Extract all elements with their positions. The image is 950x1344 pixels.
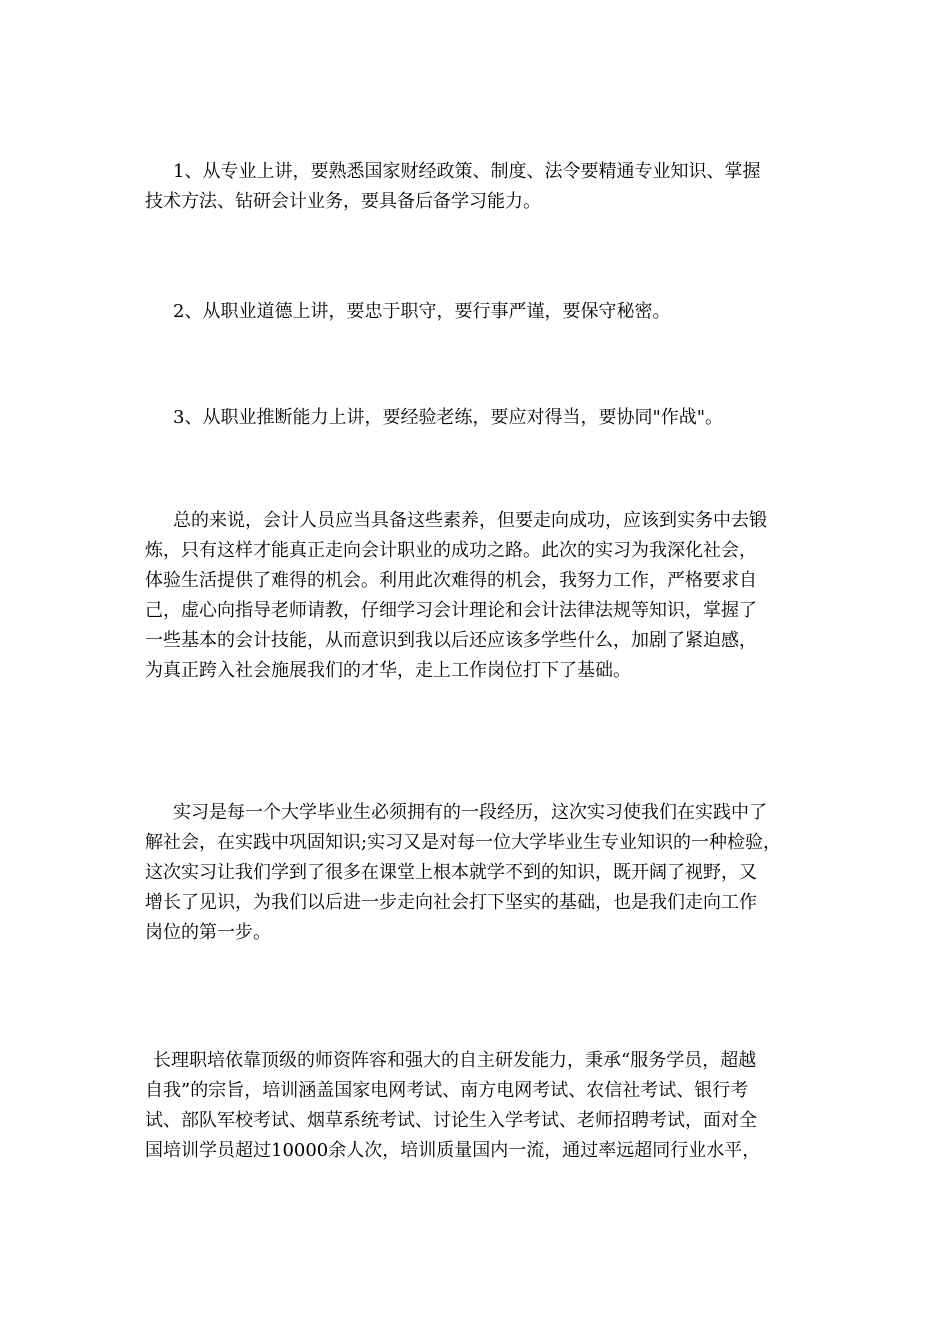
paragraph-line: 为真正跨入社会施展我们的才华，走上工作岗位打下了基础。 <box>145 660 631 681</box>
paragraph-4 <box>145 506 825 686</box>
paragraph-line: 长理职培依靠顶级的师资阵容和强大的自主研发能力，秉承“服务学员，超越 <box>153 1050 757 1071</box>
paragraph-line: 一些基本的会计技能，从而意识到我以后还应该多学些什么，加剧了紧迫感， <box>145 630 757 651</box>
paragraph-line: 试、部队军校考试、烟草系统考试、讨论生入学考试、老师招聘考试，面对全 <box>145 1110 757 1131</box>
paragraph-5 <box>145 798 825 948</box>
paragraph-line: 总的来说，会计人员应当具备这些素养，但要走向成功，应该到实务中去锻 <box>173 510 767 531</box>
paragraph-line: 1、从专业上讲，要熟悉国家财经政策、制度、法令要精通专业知识、掌握 <box>173 161 761 182</box>
paragraph-line: 增长了见识，为我们以后进一步走向社会打下坚实的基础，也是我们走向工作 <box>145 892 757 913</box>
paragraph-line: 岗位的第一步。 <box>145 922 271 943</box>
paragraph-line: 炼，只有这样才能真正走向会计职业的成功之路。此次的实习为我深化社会， <box>145 540 757 561</box>
paragraph-line: 解社会，在实践中巩固知识;实习又是对每一位大学毕业生专业知识的一种检验， <box>145 832 782 853</box>
paragraph-line: 自我”的宗旨，培训涵盖国家电网考试、南方电网考试、农信社考试、银行考 <box>145 1080 749 1101</box>
paragraph-line: 2、从职业道德上讲，要忠于职守，要行事严谨，要保守秘密。 <box>173 301 671 322</box>
paragraph-line: 己，虚心向指导老师请教，仔细学习会计理论和会计法律法规等知识，掌握了 <box>145 600 757 621</box>
paragraph-2 <box>145 297 825 327</box>
paragraph-3 <box>145 403 825 433</box>
paragraph-line: 这次实习让我们学到了很多在课堂上根本就学不到的知识，既开阔了视野，又 <box>145 862 757 883</box>
paragraph-line: 3、从职业推断能力上讲，要经验老练，要应对得当，要协同"作战"。 <box>173 407 724 428</box>
paragraph-line: 国培训学员超过10000余人次，培训质量国内一流，通过率远超同行业水平， <box>145 1140 761 1161</box>
paragraph-line: 体验生活提供了难得的机会。利用此次难得的机会，我努力工作，严格要求自 <box>145 570 757 591</box>
paragraph-1 <box>145 157 825 217</box>
paragraph-6 <box>145 1046 825 1166</box>
paragraph-line: 实习是每一个大学毕业生必须拥有的一段经历，这次实习使我们在实践中了 <box>173 802 767 823</box>
paragraph-line: 技术方法、钻研会计业务，要具备后备学习能力。 <box>145 191 541 212</box>
